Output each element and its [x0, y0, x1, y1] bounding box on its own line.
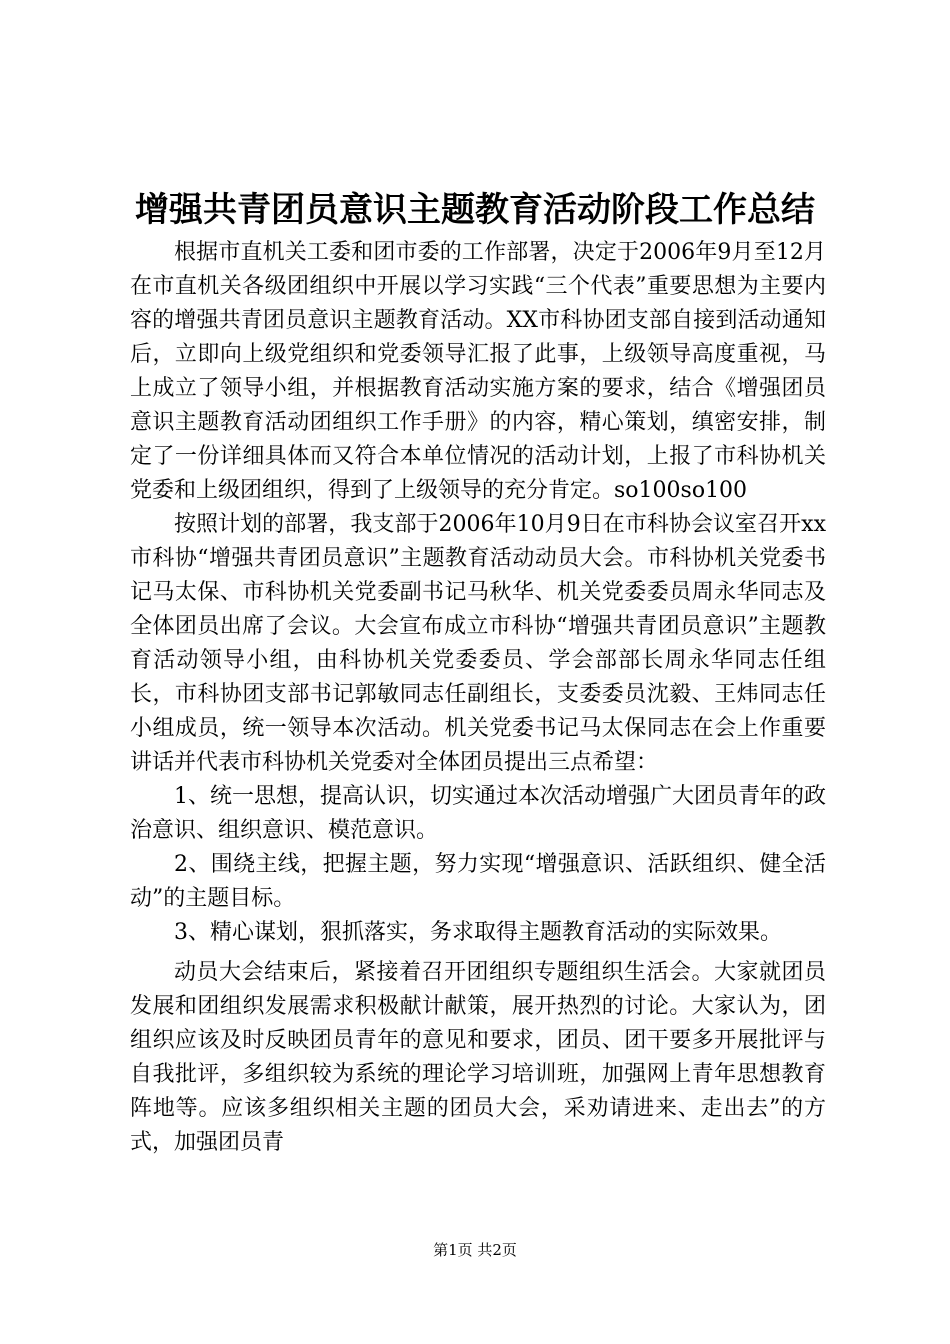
paragraph-hope-3: 3、精心谋划，狠抓落实，务求取得主题教育活动的实际效果。 [174, 920, 782, 945]
paragraph-discussion: 动员大会结束后，紧接着召开团组织专题组织生活会。大家就团员发展和团组织发展需求积极献计献策，展开热烈的讨论。大家认为，团组织应该及时反映团员青年的意见和要求，团员、团干要多开展批评与自我批评，多组织较为系统的理论学习培训班，加强网上青年思想教育阵地等。应该多组织相关主题的团员大会，采劝请进来、走出去”的方式，加强团员青 [130, 960, 826, 1155]
document-title: 增强共青团员意识主题教育活动阶段工作总结 [135, 190, 815, 230]
paragraph-intro: 根据市直机关工委和团市委的工作部署，决定于2006年9月至12月在市直机关各级团组织中开展以学习实践“三个代表”重要思想为主要内容的增强共青团员意识主题教育活动。XX市科协团支部自接到活动通知后，立即向上级党组织和党委领导汇报了此事，上级领导高度重视，马上成立了领导小组，并根据教育活动实施方案的要求，结合《增强团员意识主题教育活动团组织工作手册》的内容，精心策划，缜密安排，制定了一份详细具体而又符合本单位情况的活动计划，上报了市科协机关党委和上级团组织，得到了上级领导的充分肯定。so100so100 [130, 240, 826, 503]
paragraph-hope-2: 2、围绕主线，把握主题，努力实现“增强意识、活跃组织、健全活动”的主题目标。 [130, 852, 826, 911]
paragraph-hope-1: 1、统一思想，提高认识，切实通过本次活动增强广大团员青年的政治意识、组织意识、模范意识。 [130, 784, 826, 843]
paragraph-meeting: 按照计划的部署，我支部于2006年10月9日在市科协会议室召开xx市科协“增强共青团员意识”主题教育活动动员大会。市科协机关党委书记马太保、市科协机关党委副书记马秋华、机关党委委员周永华同志及全体团员出席了会议。大会宣布成立市科协“增强共青团员意识”主题教育活动领导小组，由科协机关党委委员、学会部部长周永华同志任组长，市科协团支部书记郭敏同志任副组长，支委委员沈毅、王炜同志任小组成员，统一领导本次活动。机关党委书记马太保同志在会上作重要讲话并代表市科协机关党委对全体团员提出三点希望： [130, 512, 826, 775]
document-body [130, 236, 826, 1160]
page-number: 第1页 共2页 [433, 1241, 517, 1259]
